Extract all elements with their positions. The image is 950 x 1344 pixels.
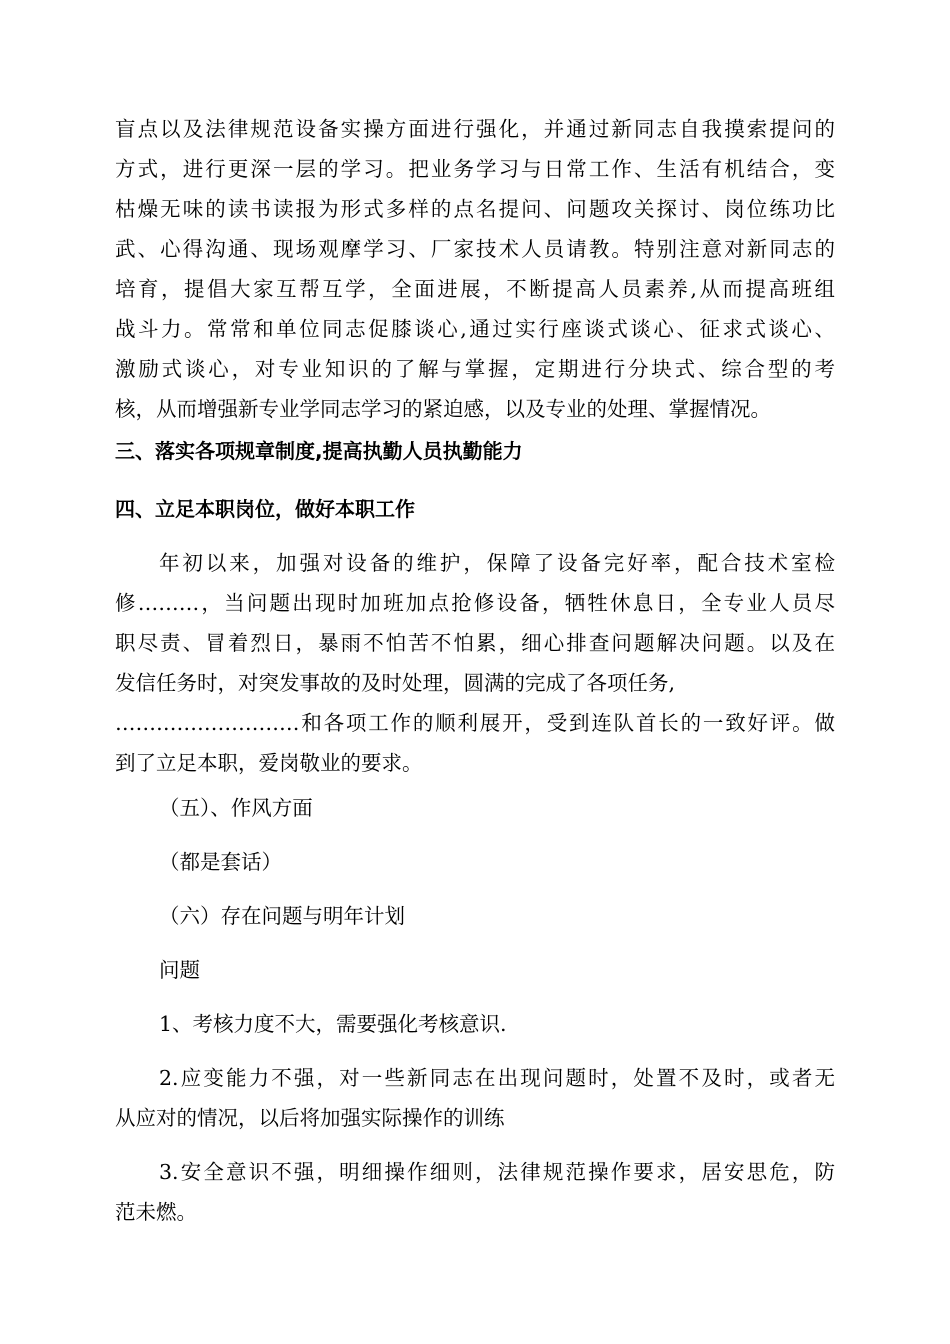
text-line: 核，从而增强新专业学同志学习的紧迫感，以及专业的处理、掌握情况。 (115, 397, 771, 421)
section-text: （六）存在问题与明年计划 (159, 904, 405, 928)
text-line: 盲点以及法律规范设备实操方面进行强化，并通过新同志自我摸索提问的 (115, 117, 835, 141)
text-line: 到了立足本职，爱岗敬业的要求。 (115, 751, 423, 775)
heading-text: 四、立足本职岗位，做好本职工作 (115, 497, 415, 521)
text-line: 发信任务时，对突发事故的及时处理，圆满的完成了各项任务, (115, 671, 676, 695)
problem-item-3 (115, 1152, 835, 1232)
problem-item-1 (115, 1004, 835, 1044)
heading-section-4 (115, 489, 835, 529)
text-line: 职尽责、冒着烈日，暴雨不怕苦不怕累，细心排查问题解决问题。以及在 (115, 631, 835, 655)
problems-label (115, 950, 835, 990)
text-line: 战斗力。常常和单位同志促膝谈心,通过实行座谈式谈心、征求式谈心、 (115, 317, 835, 341)
problem-item-2 (115, 1058, 835, 1138)
section-text: 问题 (159, 958, 200, 982)
text-line: 年初以来，加强对设备的维护，保障了设备完好率，配合技术室检 (159, 551, 835, 575)
text-line: 方式，进行更深一层的学习。把业务学习与日常工作、生活有机结合，变 (115, 157, 835, 181)
text-line: 从应对的情况，以后将加强实际操作的训练 (115, 1106, 505, 1130)
text-line: 枯燥无味的读书读报为形式多样的点名提问、问题攻关探讨、岗位练功比 (115, 197, 835, 221)
text-line: 修………，当问题出现时加班加点抢修设备，牺牲休息日，全专业人员尽 (115, 591, 835, 615)
section-5-title (115, 788, 835, 828)
heading-section-3 (115, 431, 835, 471)
text-line: 武、心得沟通、现场观摩学习、厂家技术人员请教。特别注意对新同志的 (115, 237, 835, 261)
section-6-title (115, 896, 835, 936)
section-text: （都是套话） (159, 850, 282, 874)
text-line: 激励式谈心，对专业知识的了解与掌握，定期进行分块式、综合型的考 (115, 357, 835, 381)
text-line: 1、考核力度不大，需要强化考核意识. (159, 1012, 507, 1036)
paragraph-duty (115, 543, 835, 783)
text-line: ………………………和各项工作的顺利展开，受到连队首长的一致好评。做 (115, 711, 835, 735)
section-text: （五）、作风方面 (159, 796, 313, 820)
text-line: 2.应变能力不强，对一些新同志在出现问题时，处置不及时，或者无 (159, 1066, 835, 1090)
text-line: 3.安全意识不强，明细操作细则，法律规范操作要求，居安思危，防 (159, 1160, 835, 1184)
text-line: 范未燃。 (115, 1200, 197, 1224)
paragraph-training (115, 109, 835, 429)
heading-text: 三、落实各项规章制度,提高执勤人员执勤能力 (115, 439, 523, 463)
text-line: 培育，提倡大家互帮互学，全面进展，不断提高人员素养,从而提高班组 (115, 277, 835, 301)
section-5-note (115, 842, 835, 882)
